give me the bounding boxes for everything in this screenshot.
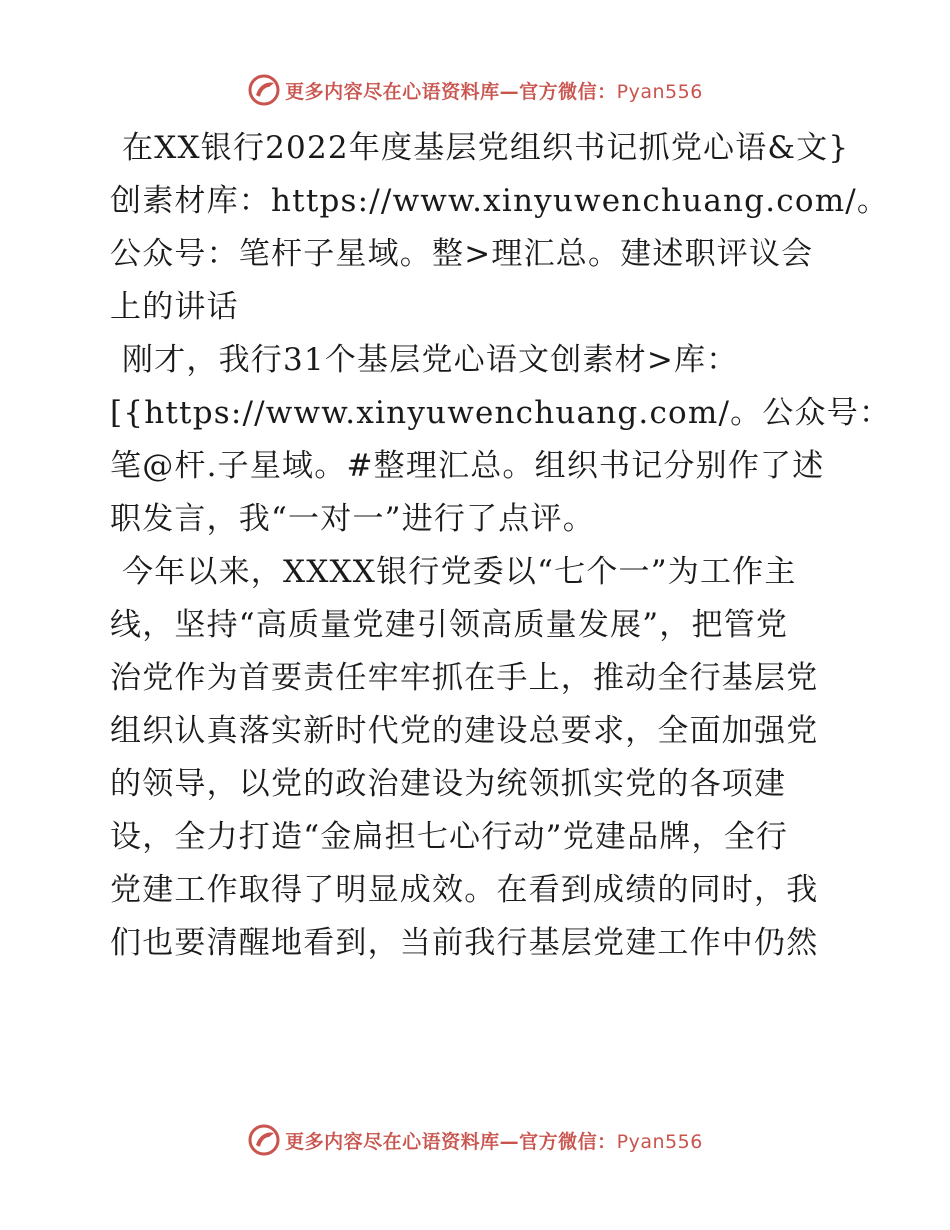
text-line: 笔@杆.子星域。#整理汇总。组织书记分别作了述 <box>110 448 825 484</box>
text-line: 刚才，我行31个基层党心语文创素材>库： <box>122 342 739 378</box>
text-line: 今年以来，XXXX银行党委以“七个一”为工作主 <box>122 554 797 590</box>
text-line: 上的讲话 <box>110 289 239 325</box>
text-line: 职发言，我“一对一”进行了点评。 <box>110 501 595 537</box>
text-line: 们也要清醒地看到，当前我行基层党建工作中仍然 <box>110 925 819 961</box>
paragraph-title <box>98 128 890 328</box>
text-line: 公众号：笔杆子星域。整>理汇总。建述职评议会 <box>110 236 814 272</box>
text-line: 在XX银行2022年度基层党组织书记抓党心语&文} <box>122 130 850 166</box>
brand-logo-icon <box>247 73 281 107</box>
text-line: 组织认真落实新时代党的建设总要求，全面加强党 <box>110 713 819 749</box>
banner-text: 更多内容尽在心语资料库—官方微信：Pyan556 <box>285 1130 703 1153</box>
text-line: 治党作为首要责任牢牢抓在手上，推动全行基层党 <box>110 660 819 696</box>
header-watermark-banner <box>0 70 950 110</box>
paragraph-main <box>98 552 850 964</box>
text-line: 的领导，以党的政治建设为统领抓实党的各项建 <box>110 766 787 802</box>
text-line: 线，坚持“高质量党建引领高质量发展”，把管党 <box>110 607 789 643</box>
paragraph-intro <box>98 340 892 540</box>
text-line: 党建工作取得了明显成效。在看到成绩的同时，我 <box>110 872 819 908</box>
text-line: 创素材库：https://www.xinyuwenchuang.com/。 <box>110 183 890 219</box>
footer-watermark-banner <box>0 1120 950 1160</box>
brand-logo-icon <box>247 1123 281 1157</box>
banner-text: 更多内容尽在心语资料库—官方微信：Pyan556 <box>285 80 703 103</box>
document-body <box>98 128 892 976</box>
text-line: 设，全力打造“金扁担七心行动”党建品牌，全行 <box>110 819 789 855</box>
text-line: [{https://www.xinyuwenchuang.com/。公众号： <box>110 395 892 431</box>
